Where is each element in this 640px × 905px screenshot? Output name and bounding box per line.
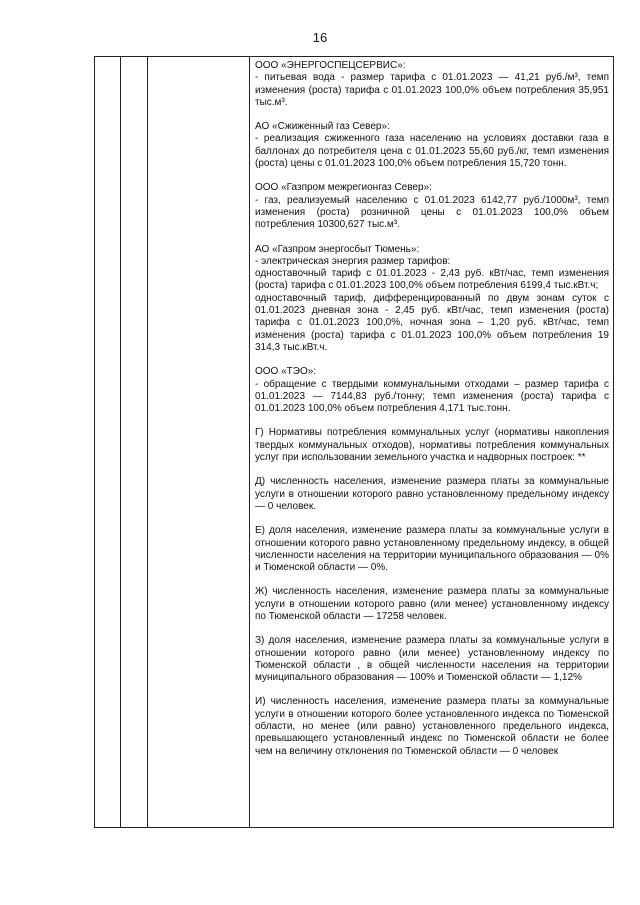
supplier-title: АО «Сжиженный газ Север»: — [255, 121, 390, 133]
supplier-line: - обращение с твердыми коммунальными отходами – размер тарифа с 01.01.2023 — 7144,83 руб./тонну; темп изменения (роста) тарифа с 01.01.2023 100,0% объем потребления 4,171 тыс.тонн. — [255, 378, 609, 415]
item-paragraph: Е) доля населения, изменение размера платы за коммунальные услуги в отношении которого равно установленному предельному индексу, в общей численности населения на территории муниципального образования — 0% и Тюменской области — 0%. — [255, 525, 609, 574]
supplier-line: одноставочный тариф, дифференцированный по двум зонам суток с 01.01.2023 дневная зона - 2,45 руб. кВт/час, темп изменения (роста) тарифа с 01.01.2023 100,0%, ночная зона – 1,20 руб. кВт/час, темп изменения (роста) тарифа с 01.01.2023 100,0% объем потребления 19 314,3 тыс.кВт.ч. — [255, 292, 609, 353]
supplier-block — [255, 121, 609, 170]
supplier-line: одноставочный тариф с 01.01.2023 - 2,43 руб. кВт/час, темп изменения (роста) тарифа с 01.01.2023 100,0% объем потребления 6199,4 тыс.кВт.ч; — [255, 268, 609, 292]
document-table — [94, 56, 614, 828]
supplier-title: АО «Газпром энергосбыт Тюмень»: — [255, 243, 420, 255]
supplier-line: - газ, реализуемый населению с 01.01.2023 6142,77 руб./1000м³, темп изменения (роста) розничной цены с 01.01.2023 100,0% объем потребления 10300,627 тыс.м³. — [255, 194, 609, 231]
item-paragraph: Ж) численность населения, изменение размера платы за коммунальные услуги в отношении которого равно (или менее) установленному индексу по Тюменской области — 17258 человек. — [255, 586, 609, 622]
table-column-3 — [147, 57, 250, 827]
item-paragraph: И) численность населения, изменение размера платы за коммунальные услуги в отношении которого более установленного индекса по Тюменской области, но менее (или равно) установленного предельного индекса, превышающего установленный индекс по Тюменской области не более чем на величину отклонения по Тюменской области — 0 человек — [255, 696, 609, 757]
table-column-2 — [120, 57, 148, 827]
supplier-title: ООО «ТЭО»: — [255, 366, 317, 378]
supplier-block — [255, 366, 609, 415]
supplier-block — [255, 60, 609, 109]
content-cell — [250, 57, 613, 827]
item-paragraph: Д) численность населения, изменение размера платы за коммунальные услуги в отношении которого равно установленному предельному индексу — 0 человек. — [255, 476, 609, 512]
supplier-block — [255, 182, 609, 231]
table-column-1 — [95, 57, 121, 827]
supplier-title: ООО «ЭНЕРГОСПЕЦСЕРВИС»: — [255, 60, 406, 71]
item-paragraph: З) доля населения, изменение размера платы за коммунальные услуги в отношении которого равно (или менее) установленному индексу по Тюменской области , в общей численности населения на территории муниципального образования — 100% и Тюменской области — 1,12% — [255, 635, 609, 684]
supplier-block — [255, 244, 609, 355]
supplier-line: - питьевая вода - размер тарифа с 01.01.2023 — 41,21 руб./м³, темп изменения (роста) тарифа с 01.01.2023 100,0% объем потребления 35,951 тыс.м³. — [255, 72, 609, 108]
supplier-line: - электрическая энергия размер тарифов: — [255, 255, 451, 267]
supplier-line: - реализация сжиженного газа населению на условиях доставки газа в баллонах до потребителя цена с 01.01.2023 55,60 руб./кг, темп изменения (роста) цены с 01.01.2023 100,0% объем потребления 15,720 тонн. — [255, 133, 609, 170]
supplier-title: ООО «Газпром межрегионгаз Север»: — [255, 182, 432, 194]
page-number: 16 — [312, 30, 328, 45]
item-paragraph: Г) Нормативы потребления коммунальных услуг (нормативы накопления твердых коммунальных отходов), нормативы потребления коммунальных услуг при использовании земельного участка и надворных построек: ** — [255, 427, 609, 464]
